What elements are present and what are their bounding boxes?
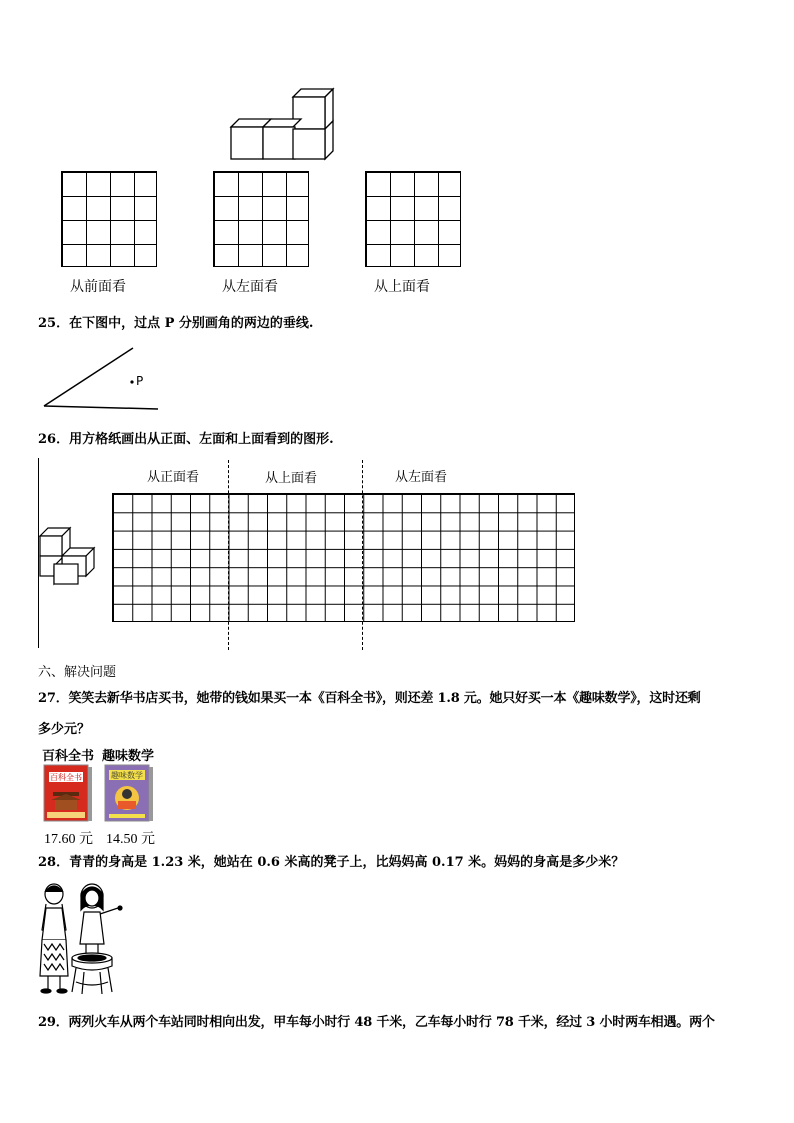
question-26: 26．用方格纸画出从正面、左面和上面看到的图形.: [38, 432, 334, 447]
question-28: 28．青青的身高是 1.23 米，她站在 0.6 米高的凳子上，比妈妈高 0.17 米。妈妈的身高是多少米？: [38, 855, 625, 870]
grid-left-view[interactable]: [213, 171, 309, 267]
fun-math-cover-icon: [104, 764, 154, 822]
book-fun-math: [102, 745, 162, 848]
svg-text:百科全书: 百科全书: [50, 773, 82, 782]
point-p-label: P: [136, 374, 144, 388]
book2-title: 趣味数学: [102, 749, 155, 764]
graph-paper-grid[interactable]: [112, 493, 575, 622]
q26-top-label: 从上面看: [265, 471, 318, 486]
grid-front-view[interactable]: [61, 171, 157, 267]
angle-figure: [40, 344, 165, 414]
book2-price: 14.50 元: [106, 832, 155, 847]
small-cube-figure: [38, 524, 98, 586]
q26-front-label: 从正面看: [147, 470, 200, 485]
question-27-line2: 多少元？: [38, 722, 91, 737]
front-view-label: 从前面看: [70, 279, 126, 295]
book1-price: 17.60 元: [44, 832, 93, 847]
question-29: 29．两列火车从两个车站同时相向出发，甲车每小时行 48 千米，乙车每小时行 78 千米，经过 3 小时两车相遇。两个: [38, 1015, 715, 1030]
q26-left-label: 从左面看: [395, 470, 448, 485]
mother-and-daughter-illustration: [36, 880, 128, 998]
question-27-line1: 27．笑笑去新华书店买书，她带的钱如果买一本《百科全书》，则还差 1.8 元。她只好买一本《趣味数学》，这时还剩: [38, 691, 701, 706]
svg-text:趣味数学: 趣味数学: [111, 771, 143, 780]
encyclopedia-cover-icon: [43, 764, 93, 822]
book-encyclopedia: [38, 745, 94, 848]
grid-top-view[interactable]: [365, 171, 461, 267]
section-6-title: 六、解决问题: [38, 665, 117, 680]
question-25: 25．在下图中，过点 P 分别画角的两边的垂线.: [38, 316, 314, 331]
top-view-label: 从上面看: [374, 279, 430, 295]
cube-stack-figure: [225, 85, 340, 163]
book1-title: 百科全书: [42, 749, 95, 764]
left-view-label: 从左面看: [222, 279, 278, 295]
